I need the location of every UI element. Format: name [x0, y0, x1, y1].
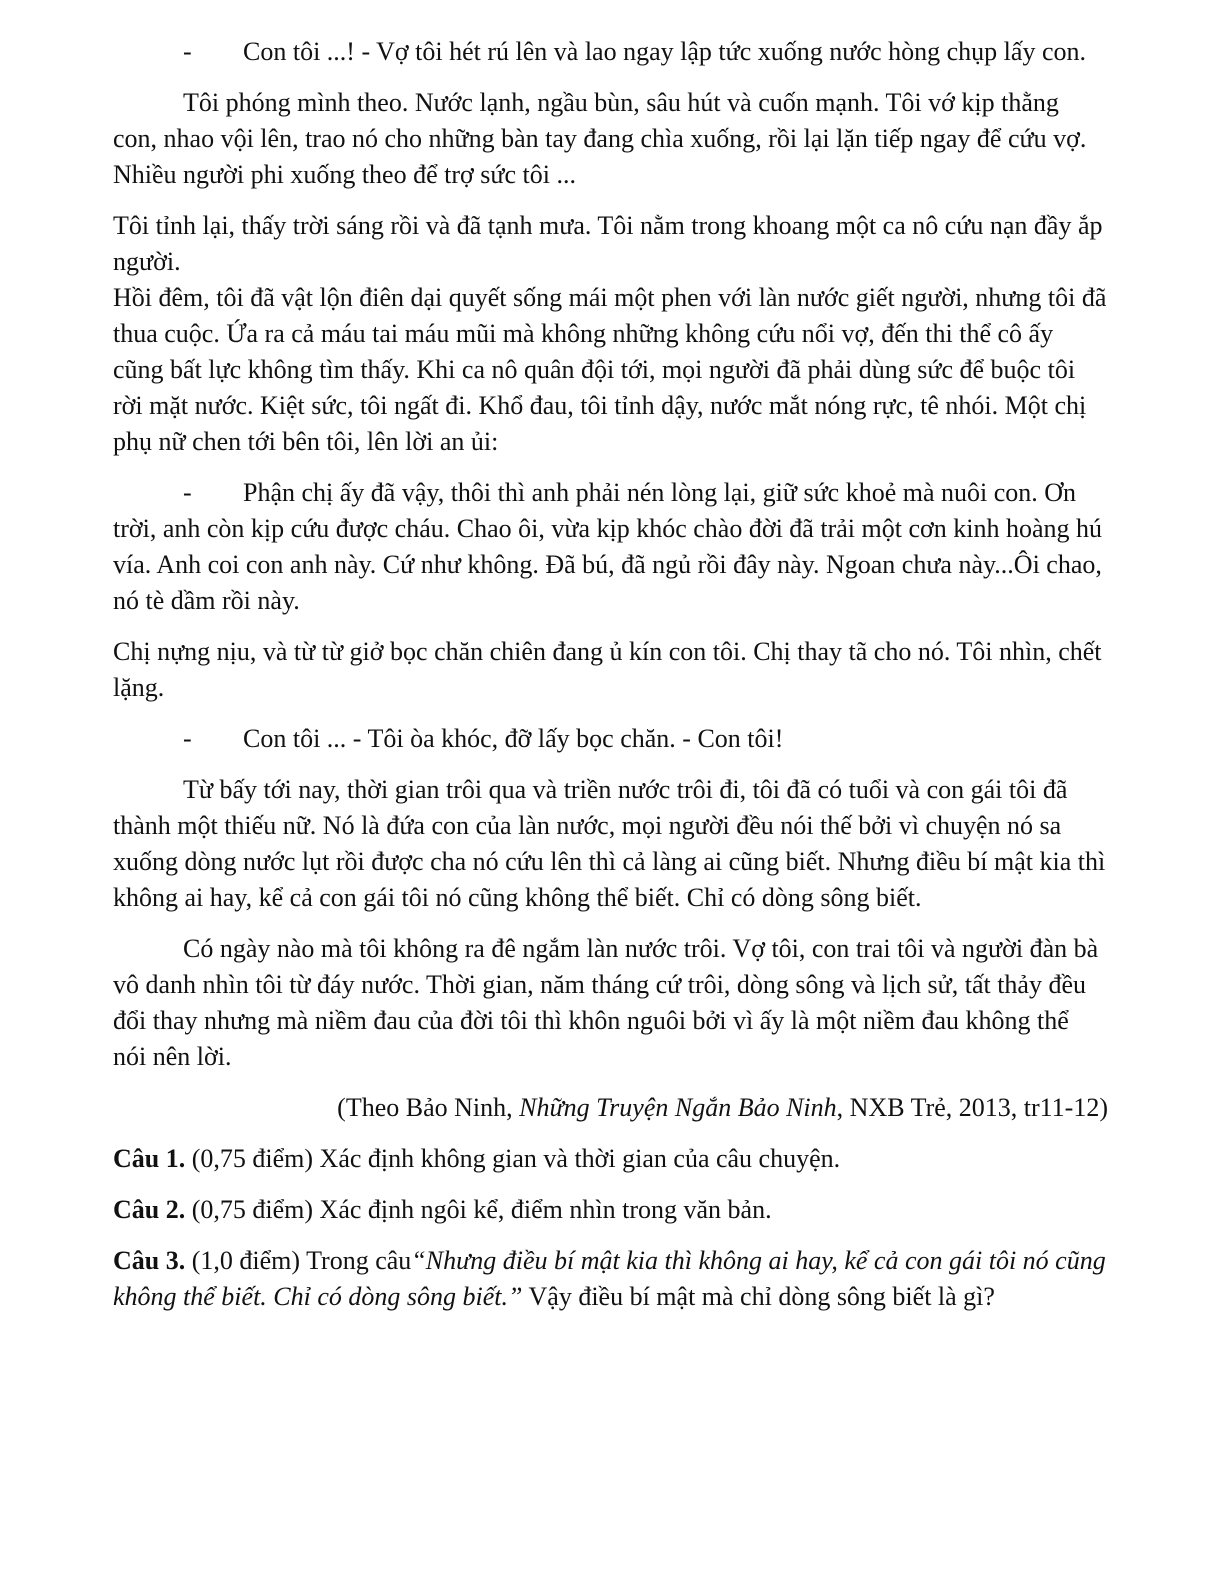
- question-text: (1,0 điểm) Trong câu: [185, 1246, 412, 1275]
- question-3: [113, 1243, 1108, 1315]
- question-1: [113, 1141, 1108, 1177]
- dialogue-paragraph-1: [113, 34, 1108, 70]
- citation-prefix: (Theo Bảo Ninh,: [337, 1093, 520, 1122]
- dialogue-dash: -: [183, 37, 192, 66]
- paragraph-2: Tôi phóng mình theo. Nước lạnh, ngầu bùn, sâu hút và cuốn mạnh. Tôi vớ kịp thằng con, nhao vội lên, trao nó cho những bàn tay đang chìa xuống, rồi lại lặn tiếp ngay để cứu vợ. Nhiều người phi xuống theo để trợ sức tôi ...: [113, 88, 1087, 189]
- paragraph-4: Hồi đêm, tôi đã vật lộn điên dại quyết sống mái một phen với làn nước giết người, nhưng tôi đã thua cuộc. Ứa ra cả máu tai máu mũi mà không những không cứu nổi vợ, đến thi thể cô ấy cũng bất lực không tìm thấy. Khi ca nô quân đội tới, mọi người đã phải dùng sức để buộc tôi rời mặt nước. Kiệt sức, tôi ngất đi. Khổ đau, tôi tỉnh dậy, nước mắt nóng rực, tê nhói. Một chị phụ nữ chen tới bên tôi, lên lời an ủi:: [113, 283, 1107, 456]
- citation-book-title: Những Truyện Ngắn Bảo Ninh: [519, 1093, 837, 1122]
- dialogue-paragraph-5: [113, 475, 1108, 619]
- document-page: [113, 34, 1108, 1330]
- dialogue-dash: -: [183, 478, 192, 507]
- dialogue-dash: -: [183, 724, 192, 753]
- question-label: Câu 3.: [113, 1246, 186, 1275]
- question-text-after: Vậy điều bí mật mà chỉ dòng sông biết là gì?: [522, 1282, 995, 1311]
- citation-suffix: , NXB Trẻ, 2013, tr11-12): [836, 1093, 1108, 1122]
- dialogue-text: Con tôi ...! - Vợ tôi hét rú lên và lao ngay lập tức xuống nước hòng chụp lấy con.: [243, 37, 1086, 66]
- question-text: (0,75 điểm) Xác định ngôi kể, điểm nhìn trong văn bản.: [185, 1195, 772, 1224]
- source-citation: [113, 1090, 1108, 1126]
- question-text: (0,75 điểm) Xác định không gian và thời gian của câu chuyện.: [185, 1144, 841, 1173]
- question-2: [113, 1192, 1108, 1228]
- question-label: Câu 1.: [113, 1144, 186, 1173]
- dialogue-text: Con tôi ... - Tôi òa khóc, đỡ lấy bọc chăn. - Con tôi!: [243, 724, 784, 753]
- question-label: Câu 2.: [113, 1195, 186, 1224]
- paragraph-8: Từ bấy tới nay, thời gian trôi qua và triền nước trôi đi, tôi đã có tuổi và con gái tôi đã thành một thiếu nữ. Nó là đứa con của làn nước, mọi người đều nói thế bởi vì chuyện nó sa xuống dòng nước lụt rồi được cha nó cứu lên thì cả làng ai cũng biết. Nhưng điều bí mật kia thì không ai hay, kể cả con gái tôi nó cũng không thể biết. Chỉ có dòng sông biết.: [113, 775, 1106, 912]
- dialogue-paragraph-7: [113, 721, 1108, 757]
- question-quote: “Nhưng điều bí mật kia thì không ai hay, kể cả con gái tôi nó cũng không thể biết. Chỉ có dòng sông biết.”: [113, 1246, 1106, 1311]
- paragraph-9: Có ngày nào mà tôi không ra đê ngắm làn nước trôi. Vợ tôi, con trai tôi và người đàn bà vô danh nhìn tôi từ đáy nước. Thời gian, năm tháng cứ trôi, dòng sông và lịch sử, tất thảy đều đổi thay nhưng mà niềm đau của đời tôi thì khôn nguôi bởi vì ấy là một niềm đau không thể nói nên lời.: [113, 934, 1099, 1071]
- dialogue-text: Phận chị ấy đã vậy, thôi thì anh phải nén lòng lại, giữ sức khoẻ mà nuôi con. Ơn trời, anh còn kịp cứu được cháu. Chao ôi, vừa kịp khóc chào đời đã trải một cơn kinh hoàng hú vía. Anh coi con anh này. Cứ như không. Đã bú, đã ngủ rồi đây này. Ngoan chưa này...Ôi chao, nó tè dầm rồi này.: [113, 478, 1102, 615]
- paragraph-3: Tôi tỉnh lại, thấy trời sáng rồi và đã tạnh mưa. Tôi nằm trong khoang một ca nô cứu nạn đầy ắp người.: [113, 211, 1103, 276]
- paragraph-6: Chị nựng nịu, và từ từ giở bọc chăn chiên đang ủ kín con tôi. Chị thay tã cho nó. Tôi nhìn, chết lặng.: [113, 637, 1102, 702]
